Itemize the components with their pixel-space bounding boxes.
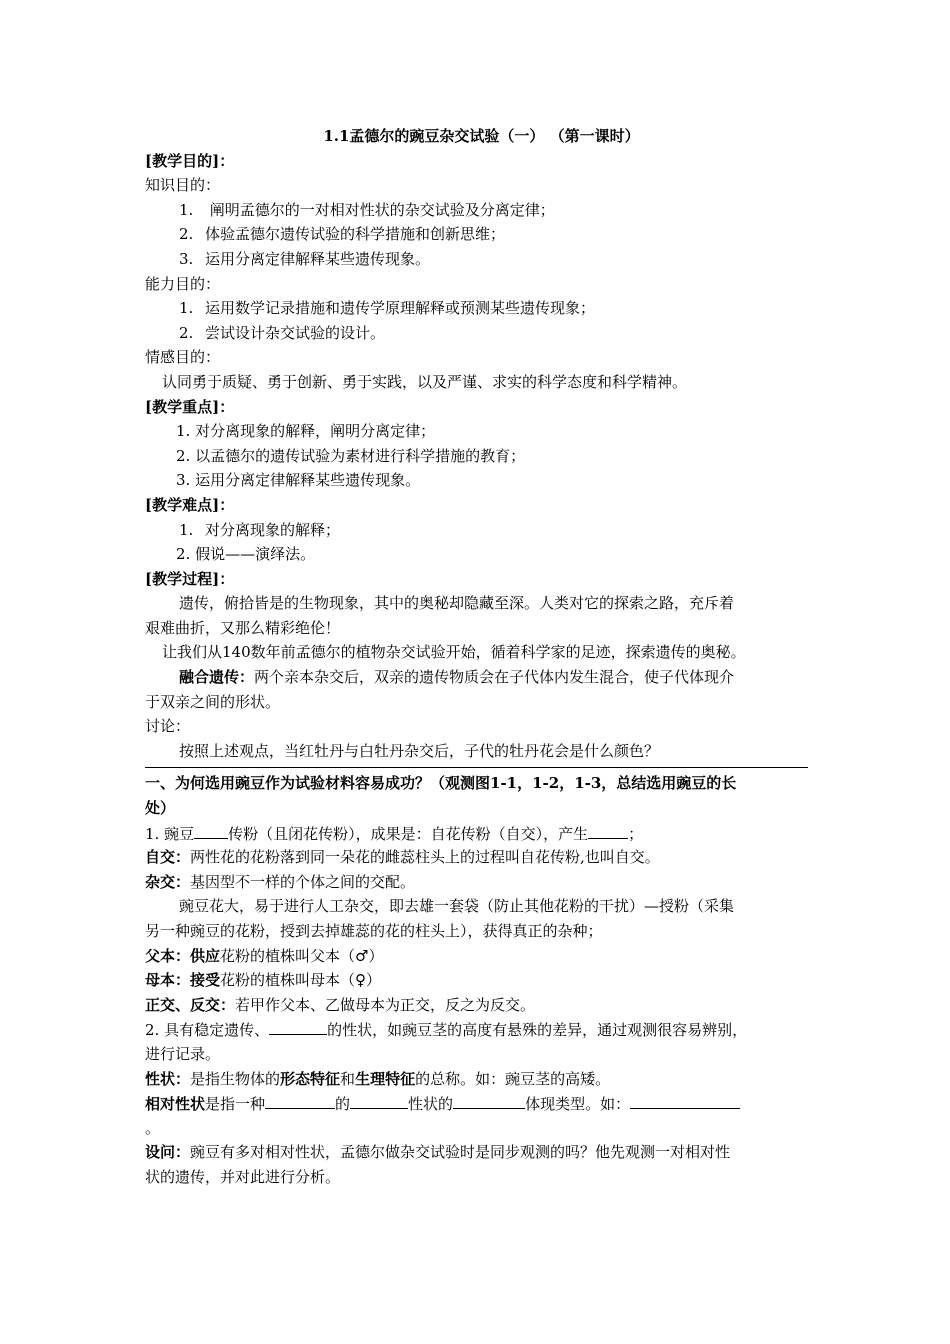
text-segment: ； (628, 824, 644, 843)
item-number: 1. (179, 299, 194, 318)
answer-line (145, 767, 808, 768)
pea-flower-line: 另一种豌豆的花粉，授到去掉雄蕊的花的柱头上），获得真正的杂种； (145, 922, 603, 940)
blending-inheritance-line (145, 665, 808, 690)
mother-definition (145, 968, 808, 993)
question-line-cont: 状的遗传，并对此进行分析。 (145, 1167, 341, 1186)
ability-item (145, 296, 808, 321)
item-number: 2. (179, 225, 194, 244)
question-line (145, 1140, 808, 1165)
text-segment: 是指一种 (205, 1095, 266, 1114)
text-segment: 体现类型。如： (525, 1095, 631, 1114)
text-segment: 性状的 (408, 1095, 454, 1114)
term-label: 父本： (145, 946, 191, 965)
emotion-text: 认同勇于质疑、勇于创新、勇于实践，以及严谨、求实的科学态度和科学精神。 (162, 372, 688, 391)
term-label: 性状： (145, 1069, 191, 1088)
item-number: 1. (179, 200, 194, 219)
key-points-heading: [教学重点]： (145, 397, 235, 416)
emphasis-text: 形态特征 (280, 1069, 341, 1088)
father-definition (145, 944, 808, 969)
term-label: 母本： (145, 971, 191, 990)
section1-heading: 一、为何选用豌豆作为试验材料容易成功？（观测图1-1，1-2，1-3，总结选用豌豆的长 (145, 774, 737, 793)
emphasis-text: 生理特征 (355, 1069, 416, 1088)
term-label: 自交： (145, 848, 191, 867)
fill-blank (350, 1091, 408, 1109)
selfing-definition (145, 845, 808, 870)
document-title: 1.1孟德尔的豌豆杂交试验（一） （第一课时） (323, 127, 640, 145)
item-text: 运用分离定律解释某些遗传现象。 (205, 249, 431, 268)
intro-paragraph-2: 让我们从140数年前孟德尔的植物杂交试验开始，循着科学家的足迹，探索遗传的奥秘。 (162, 643, 746, 662)
item-number: 3. (179, 249, 194, 268)
knowledge-item (145, 247, 808, 272)
cross-definition (145, 870, 808, 895)
item-number: 1. (179, 520, 194, 539)
key-point-item: 2. 以孟德尔的遗传试验为素材进行科学措施的教育； (176, 446, 526, 465)
key-point-item: 3. 运用分离定律解释某些遗传现象。 (176, 471, 421, 490)
fill-blank (265, 1091, 335, 1109)
discussion-question: 按照上述观点，当红牡丹与白牡丹杂交后，子代的牡丹花会是什么颜色？ (179, 741, 660, 760)
document-page (145, 124, 808, 1190)
ability-label: 能力目的： (145, 274, 221, 293)
relative-trait-end: 。 (145, 1118, 161, 1137)
term-label: 融合遗传： (179, 668, 255, 687)
item-text: 对分离现象的解释； (205, 520, 341, 539)
emphasis-text: 接受 (190, 971, 221, 990)
intro-paragraph-line: 艰难曲折，又那么精彩绝伦！ (145, 618, 341, 637)
difficulty-item (145, 518, 808, 543)
fill-blank (453, 1091, 525, 1109)
item-text: 尝试设计杂交试验的设计。 (205, 323, 386, 342)
question-text: 豌豆有多对相对性状，孟德尔做杂交试验时是同步观测的吗？他先观测一对相对性 (190, 1143, 731, 1162)
relative-trait-definition (145, 1091, 808, 1116)
intro-paragraph-line: 遗传，俯拾皆是的生物现象，其中的奥秘却隐藏至深。人类对它的探索之路，充斥着 (179, 594, 735, 613)
pea-flower-line: 豌豆花大，易于进行人工杂交，即去雄一套袋（防止其他花粉的干扰）—授粉（采集 (179, 897, 735, 916)
definition-text: 两性花的花粉落到同一朵花的雌蕊柱头上的过程叫自花传粉,也叫自交。 (190, 848, 660, 867)
text-segment: 传粉（且闭花传粉），成果是：自花传粉（自交），产生 (228, 824, 589, 843)
text-segment: 是指生物体的 (190, 1069, 281, 1088)
fill-blank (194, 821, 228, 839)
fill-blank (588, 821, 628, 839)
pea-item-2 (145, 1017, 808, 1042)
text-segment: 1. 豌豆 (145, 824, 195, 843)
item-text: 体验孟德尔遗传试验的科学措施和创新思维； (205, 225, 506, 244)
knowledge-label: 知识目的： (145, 176, 221, 195)
difficulties-heading: [教学难点]： (145, 495, 235, 514)
term-label: 正交、反交： (145, 995, 236, 1014)
pea-item-1 (145, 821, 808, 846)
item-text: 阐明孟德尔的一对相对性状的杂交试验及分离定律； (205, 200, 555, 219)
text-segment: 2. 具有稳定遗传、 (145, 1021, 270, 1040)
reciprocal-definition (145, 993, 808, 1018)
text-segment: 的 (335, 1095, 351, 1114)
ability-item (145, 321, 808, 346)
item-number: 2. (179, 323, 194, 342)
definition-text: 两个亲本杂交后，双亲的遗传物质会在子代体内发生混合，使子代体现介 (254, 668, 735, 687)
difficulty-item: 2. 假说——演绎法。 (176, 545, 316, 564)
key-point-item: 1. 对分离现象的解释，阐明分离定律； (176, 422, 436, 441)
fill-blank (269, 1017, 327, 1035)
fill-blank (630, 1091, 740, 1109)
process-heading: [教学过程]： (145, 569, 235, 588)
term-label: 杂交： (145, 872, 191, 891)
definition-text: 基因型不一样的个体之间的交配。 (190, 872, 416, 891)
definition-text: 花粉的植株叫父本（♂） (220, 946, 384, 965)
pea-item-2-cont: 进行记录。 (145, 1044, 221, 1063)
definition-text: 若甲作父本、乙做母本为正交，反之为反交。 (235, 995, 536, 1014)
knowledge-item (145, 198, 808, 223)
text-segment: 的性状，如豌豆茎的高度有悬殊的差异，通过观测很容易辨别， (327, 1021, 748, 1040)
trait-definition (145, 1067, 808, 1092)
knowledge-item (145, 222, 808, 247)
item-text: 运用数学记录措施和遗传学原理解释或预测某些遗传现象； (205, 299, 596, 318)
emotion-label: 情感目的： (145, 348, 221, 367)
text-segment: 和 (340, 1069, 356, 1088)
discussion-label: 讨论： (145, 717, 191, 736)
objectives-heading: [教学目的]： (145, 151, 235, 170)
section1-heading-cont: 处） (145, 799, 176, 818)
text-segment: 的总称。如：豌豆茎的高矮。 (415, 1069, 611, 1088)
definition-text: 花粉的植株叫母本（♀） (220, 971, 381, 990)
emphasis-text: 供应 (190, 946, 221, 965)
term-label: 相对性状 (145, 1095, 206, 1114)
term-label: 设问： (145, 1143, 191, 1162)
blending-inheritance-line: 于双亲之间的形状。 (145, 692, 281, 711)
